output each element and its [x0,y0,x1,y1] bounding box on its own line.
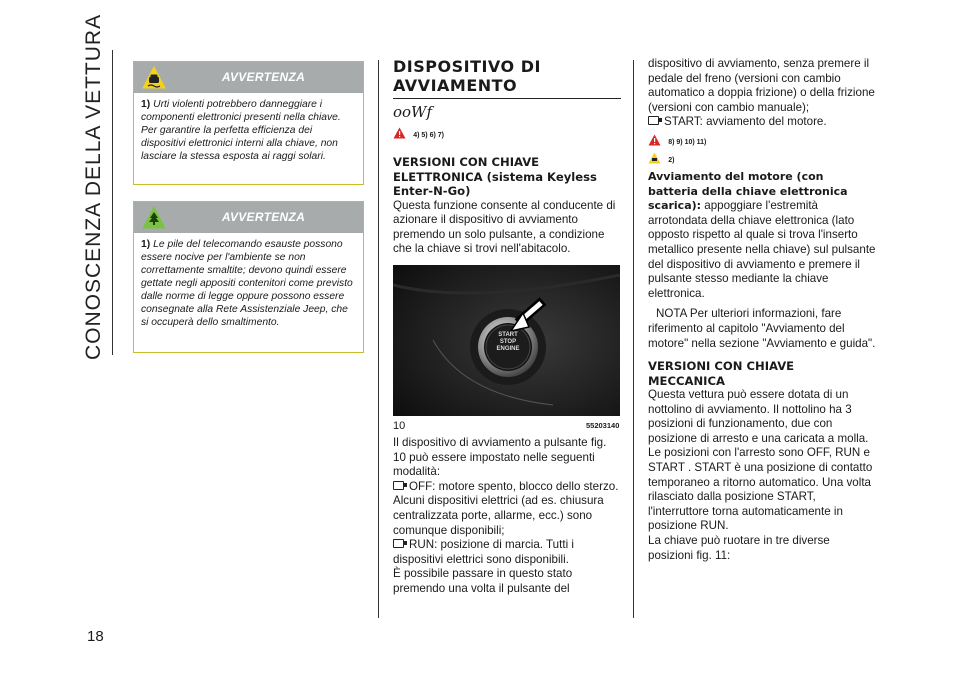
chapter-title: CONOSCENZA DELLA VETTURA [82,13,105,360]
key-bullet-icon [393,481,404,490]
caution-car-icon [648,152,661,164]
paragraph: dispositivo di avviamento, senza premere il pedale del freno (versioni con cambio automatico a doppia frizione) o della frizione (versioni con cambio manuale); [648,57,875,114]
paragraph: Questa funzione consente al conducente di azionare il dispositivo di avviamento premendo un solo pulsante, a condizione che la chiave si trovi nell'abitacolo. [393,198,616,256]
references: 2) [668,156,675,164]
paragraph: Avviamento del motore (con batteria della chiave elettronica scarica): appoggiare l'estremità arrotondata della chiave elettronica (lato opposto rispetto al quale si trova l'inserto metallico presente nella chiave) sul pulsante del dispositivo di avviamento e premere il pulsante stesso mediante la chiave elettronica. [648,169,876,300]
warning-body: Le pile del telecomando esauste possono essere nocive per l'ambiente se non correttamente smaltite; devono quindi essere gettate negli appositi contenitori come previsto dalle norme di legge oppure possono essere consegnate alla Rete Assistenziale Jeep, che si occuperà dello smaltimento. [141,239,353,328]
references-row [648,152,876,168]
references-row [393,127,621,145]
start-button-photo [393,265,620,416]
title-underline [393,98,621,99]
paragraph: La chiave può ruotare in tre diverse posizioni fig. 11: [648,534,830,562]
warning-box [133,201,364,353]
page-number: 18 [87,628,104,645]
section-title: DISPOSITIVO DI AVVIAMENTO [393,57,541,95]
warning-body: Urti violenti potrebbero danneggiare i componenti elettronici presenti nella chiave. Per garantire la perfetta efficienza dei dispositivi elettronici interni alla chiave, non lasciare la stessa esposta ai raggi solari. [141,99,341,162]
paragraph: Il dispositivo di avviamento a pulsante fig. 10 può essere impostato nelle seguenti modalità: [393,436,607,479]
references: 8) 9) 10) 11) [668,138,707,146]
paragraph: Questa vettura può essere dotata di un nottolino di avviamento. Il nottolino ha 3 posizioni di funzionamento, due con posizione di arresto e una caricata a molla. Le posizioni con l'arresto sono OFF, RUN e START . START è una posizione di contatto temporaneo a ritorno automatico. Una volta rilasciato dalla posizione START, l'interruttore torna automaticamente in posizione RUN. [648,388,873,533]
warning-header [134,202,363,233]
warning-text [134,93,363,169]
subsection-title: VERSIONI CON CHIAVE MECCANICA [648,359,795,388]
key-bullet-icon [393,539,404,548]
right-column [648,57,876,563]
middle-column [393,57,621,257]
chapter-divider [112,50,113,355]
references: 4) 5) 6) 7) [413,132,444,139]
bullet-start: START: avviamento del motore. [648,115,876,130]
references-row [648,134,876,150]
warning-header [134,62,363,93]
button-label: START STOP ENGINE [496,332,520,352]
note: NOTA Per ulteriori informazioni, fare riferimento al capitolo "Avviamento del motore" nella sezione "Avviamento e guida". [648,307,876,350]
paragraph: È possibile passare in questo stato premendo una volta il pulsante del [393,567,573,595]
figure-number: 10 [393,420,406,432]
danger-triangle-icon [648,134,661,146]
warning-number: 1) [141,99,151,110]
warning-title: AVVERTENZA [221,210,306,224]
warning-box [133,61,364,185]
middle-column-lower [393,436,621,597]
danger-triangle-icon [393,127,406,139]
column-divider [633,60,634,618]
version-icon: ooWf [393,103,433,121]
subsection-title: VERSIONI CON CHIAVE ELETTRONICA (sistema Keyless Enter-N-Go) [393,155,597,198]
warning-number: 1) [141,239,151,250]
bullet-run: RUN: posizione di marcia. Tutti i dispositivi elettrici sono disponibili. [393,538,574,566]
key-bullet-icon [648,116,659,125]
warning-title: AVVERTENZA [221,70,306,84]
bullet-off: OFF: motore spento, blocco dello sterzo. Alcuni dispositivi elettrici (ad es. chiusura centralizzata porte, allarme, ecc.) sono comunque disponibili; [393,479,619,537]
column-divider [378,60,379,618]
warning-text [134,233,363,335]
figure-code: 55203140 [586,421,620,430]
